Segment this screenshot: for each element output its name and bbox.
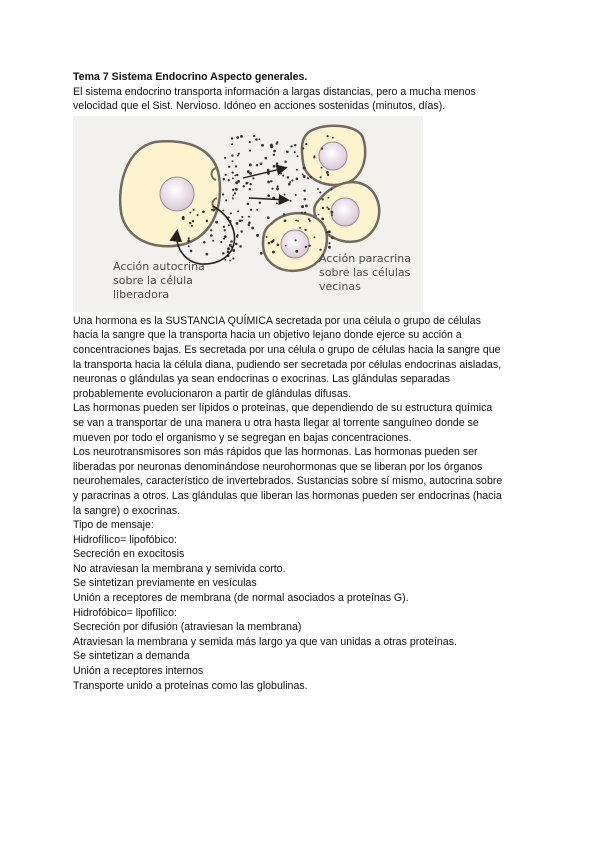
molecule-dot (251, 226, 254, 229)
molecule-dot (236, 222, 239, 225)
molecule-dot (248, 215, 250, 217)
figure-illustration (73, 116, 423, 312)
molecule-dot (272, 187, 274, 189)
molecule-dot (222, 209, 224, 211)
message-type-list (73, 518, 503, 693)
molecule-dot (277, 243, 280, 246)
molecule-dot (206, 219, 209, 222)
molecule-dot (270, 180, 272, 182)
molecule-dot (211, 209, 213, 211)
molecule-dot (241, 219, 243, 221)
molecule-dot (224, 229, 226, 231)
molecule-dot (273, 239, 275, 241)
molecule-dot (231, 154, 233, 156)
molecule-dot (331, 214, 333, 216)
molecule-dot (296, 168, 298, 170)
molecule-dot (235, 188, 238, 191)
molecule-dot (235, 242, 238, 245)
molecule-dot (241, 216, 243, 218)
list-item: Hidrofílico= lipofóbico: (73, 533, 177, 546)
molecule-dot (268, 242, 270, 244)
list-item: Se sintetizan a demanda (73, 650, 190, 663)
molecule-dot (326, 135, 328, 137)
molecule-dot (237, 155, 239, 157)
molecule-dot (301, 211, 303, 213)
molecule-dot (228, 224, 230, 226)
molecule-dot (265, 157, 268, 160)
molecule-dot (232, 249, 235, 252)
molecule-dot (319, 248, 321, 250)
molecule-dot (220, 241, 222, 243)
molecule-dot (284, 193, 286, 195)
molecule-dot (295, 194, 297, 196)
molecule-dot (249, 141, 251, 143)
molecule-dot (302, 173, 304, 175)
molecule-dot (187, 239, 190, 242)
molecule-dot (321, 167, 323, 169)
list-item: Hidrofóbico= lipofílico: (73, 606, 177, 619)
svg-text:Acción paracrina: Acción paracrina (319, 251, 412, 265)
secreting-cell (120, 141, 220, 246)
svg-text:sobre las células: sobre las células (319, 265, 411, 279)
molecule-dot (228, 165, 230, 167)
molecule-dot (236, 174, 238, 176)
list-item: Unión a receptores internos (73, 665, 204, 678)
molecule-dot (331, 211, 334, 214)
molecule-dot (266, 236, 268, 238)
molecule-dot (215, 221, 218, 224)
molecule-dot (249, 163, 252, 166)
molecule-dot (236, 136, 239, 139)
molecule-dot (294, 144, 296, 146)
molecule-dot (235, 165, 237, 167)
molecule-dot (326, 206, 328, 208)
molecule-dot (296, 155, 298, 157)
molecule-dot (299, 227, 301, 229)
molecule-dot (225, 173, 227, 175)
molecule-dot (276, 162, 279, 165)
molecule-dot (305, 246, 307, 248)
molecule-dot (248, 224, 250, 226)
molecule-dot (321, 217, 324, 220)
molecule-dot (318, 213, 320, 215)
molecule-dot (328, 230, 331, 233)
molecule-dot (267, 194, 270, 197)
molecule-dot (328, 242, 330, 244)
molecule-dot (276, 188, 278, 190)
nucleus-icon (319, 142, 347, 170)
molecule-dot (313, 236, 315, 238)
molecule-dot (295, 239, 297, 241)
nucleus-icon (160, 177, 194, 211)
molecule-dot (193, 209, 195, 211)
molecule-dot (248, 221, 251, 224)
molecule-dot (267, 180, 270, 183)
molecule-dot (205, 253, 208, 256)
molecule-dot (331, 236, 334, 239)
molecule-dot (223, 225, 225, 227)
molecule-dot (250, 208, 252, 210)
molecule-dot (190, 249, 193, 252)
molecule-dot (321, 147, 323, 149)
molecule-dot (240, 230, 242, 232)
molecule-dot (258, 138, 260, 140)
molecule-dot (290, 200, 292, 202)
molecule-dot (249, 188, 251, 190)
molecule-dot (282, 174, 284, 176)
molecule-dot (203, 241, 206, 244)
molecule-dot (260, 162, 263, 165)
molecule-dot (304, 228, 306, 230)
svg-text:sobre la célula: sobre la célula (113, 273, 193, 287)
molecule-dot (283, 213, 285, 215)
molecule-dot (230, 212, 232, 214)
molecule-dot (276, 142, 278, 144)
molecule-dot (296, 177, 299, 180)
body-paragraph: Una hormona es la SUSTANCIA QUÍMICA secretada por una célula o grupo de células hacia la sangre que la transporta hacia un objetivo lejano donde ejerce su acción a concentraciones bajas. Es secretada por una célula o grupo de células hacia la sangre que la transporta hacia la célula diana, pudiendo ser secretada por células endocrinas aisladas, neuronas o glándulas ya sean endocrinas o exocrinas. Las glándulas separadas probablemente evolucionaron a partir de glándulas difusas. (73, 314, 502, 400)
svg-text:vecinas: vecinas (319, 279, 361, 293)
nucleus-icon (281, 230, 309, 258)
molecule-dot (256, 164, 258, 166)
molecule-dot (328, 197, 330, 199)
molecule-dot (231, 143, 233, 145)
molecule-dot (238, 152, 240, 154)
molecule-dot (229, 259, 231, 261)
molecule-dot (328, 246, 331, 249)
molecule-dot (332, 137, 334, 139)
molecule-dot (308, 244, 310, 246)
molecule-dot (256, 209, 258, 211)
molecule-dot (232, 257, 234, 259)
molecule-dot (232, 194, 234, 196)
molecule-dot (270, 240, 273, 243)
molecule-dot (295, 250, 298, 253)
molecule-dot (232, 160, 234, 162)
intro-paragraph: El sistema endocrino transporta información a largas distancias, pero a mucha menos velocidad que el Sist. Nervioso. Idóneo en acciones sostenidas (minutos, días). (73, 85, 476, 113)
label-autocrine (113, 260, 205, 301)
molecule-dot (210, 229, 212, 231)
molecule-dot (230, 240, 233, 243)
molecule-dot (295, 219, 297, 221)
molecule-dot (286, 150, 289, 153)
document-title: Tema 7 Sistema Endocrino Aspecto generales. (73, 71, 308, 83)
molecule-dot (232, 188, 234, 190)
molecule-dot (188, 237, 190, 239)
list-item: Secreción por difusión (atraviesan la membrana) (73, 621, 302, 634)
molecule-dot (287, 176, 290, 179)
molecule-dot (322, 207, 324, 209)
molecule-dot (229, 244, 232, 247)
molecule-dot (280, 173, 282, 175)
molecule-dot (212, 240, 214, 242)
molecule-dot (224, 235, 227, 238)
molecule-dot (202, 210, 205, 213)
nucleus-icon (331, 198, 359, 226)
molecule-dot (225, 199, 227, 201)
molecule-dot (192, 220, 194, 222)
molecule-dot (222, 252, 225, 255)
molecule-dot (320, 176, 322, 178)
molecule-dot (239, 219, 242, 222)
document-page (73, 70, 503, 693)
molecule-dot (237, 180, 240, 183)
molecule-dot (224, 157, 226, 159)
molecule-dot (249, 183, 251, 185)
molecule-dot (284, 160, 287, 163)
molecule-dot (253, 135, 255, 137)
molecule-dot (189, 222, 191, 224)
list-item: Se sintetizan previamente en vesículas (73, 577, 257, 590)
molecule-dot (223, 238, 225, 240)
molecule-dot (319, 191, 321, 193)
molecule-dot (249, 172, 252, 175)
molecule-dot (284, 219, 287, 222)
molecule-dot (317, 188, 319, 190)
molecule-dot (328, 208, 330, 210)
molecule-dot (249, 149, 251, 151)
molecule-dot (277, 185, 279, 187)
molecule-dot (232, 171, 234, 173)
molecule-dot (232, 197, 234, 199)
molecule-dot (270, 143, 273, 146)
molecule-dot (243, 185, 245, 187)
molecule-dot (294, 151, 296, 153)
molecule-dot (260, 252, 263, 255)
molecule-dot (273, 149, 276, 152)
molecule-dot (305, 204, 308, 207)
molecule-dot (252, 177, 254, 179)
molecule-dot (289, 181, 291, 183)
molecule-dot (228, 179, 230, 181)
molecule-dot (232, 177, 234, 179)
molecule-dot (247, 202, 250, 205)
molecule-dot (247, 182, 249, 184)
molecule-dot (304, 211, 306, 213)
molecule-dot (322, 198, 324, 200)
molecule-dot (188, 245, 190, 247)
molecule-dot (182, 217, 185, 220)
svg-text:liberadora: liberadora (113, 287, 170, 301)
molecule-dot (210, 234, 213, 237)
molecule-dot (234, 192, 236, 194)
molecule-dot (247, 171, 249, 173)
autocrine-paracrine-figure (73, 116, 423, 312)
molecule-dot (189, 211, 191, 213)
molecule-dot (227, 247, 230, 250)
molecule-dot (290, 145, 292, 147)
list-item: Tipo de mensaje: (73, 519, 154, 532)
molecule-dot (307, 177, 309, 179)
molecule-dot (302, 147, 304, 149)
molecule-dot (276, 202, 278, 204)
list-item: Atraviesan la membrana y semida más largo ya que van unidas a otras proteínas. (73, 635, 457, 648)
molecule-dot (237, 210, 239, 212)
molecule-dot (191, 225, 193, 227)
list-item: Unión a receptores de membrana (de normal asociados a proteínas G). (73, 592, 409, 605)
molecule-dot (234, 174, 236, 176)
molecule-dot (239, 245, 242, 248)
list-item: No atraviesan la membrana y semivida corto. (73, 562, 286, 575)
molecule-dot (327, 174, 329, 176)
molecule-dot (255, 138, 258, 141)
molecule-dot (222, 193, 224, 195)
body-paragraph: Las hormonas pueden ser lípidos o proteínas, que dependiendo de su estructura química se van a transportar de una manera u otra hasta llegar al torrente sanguíneo donde se mueven por todo el organismo y se segregan en bajas concentraciones. (73, 402, 493, 444)
molecule-dot (301, 205, 304, 208)
molecule-dot (197, 214, 199, 216)
molecule-dot (272, 250, 275, 253)
molecule-dot (240, 135, 243, 138)
molecule-dot (223, 178, 226, 181)
molecule-dot (273, 165, 276, 168)
molecule-dot (330, 188, 332, 190)
molecule-dot (305, 143, 307, 145)
molecule-dot (285, 244, 287, 246)
label-paracrine (319, 252, 411, 293)
molecule-dot (288, 183, 291, 186)
molecule-dot (313, 156, 315, 158)
molecule-dot (261, 144, 264, 147)
list-item: Transporte unido a proteínas como las globulinas. (73, 679, 308, 692)
molecule-dot (267, 216, 270, 219)
molecule-dot (231, 137, 233, 139)
molecule-dot (303, 175, 306, 178)
molecule-dot (259, 201, 261, 203)
molecule-dot (273, 153, 275, 155)
list-item: Secreción en exocitosis (73, 548, 185, 561)
molecule-dot (303, 198, 305, 200)
molecule-dot (297, 220, 299, 222)
molecule-dot (326, 171, 329, 174)
molecule-dot (291, 179, 293, 181)
molecule-dot (256, 234, 259, 237)
molecule-dot (303, 189, 305, 191)
molecule-dot (224, 259, 226, 261)
body-paragraph: Los neurotransmisores son más rápidos que las hormonas. Las hormonas pueden ser liberadas por neuronas denominándose neurohormonas que se liberan por los órganos neurohemales, característico de invertebrados. Sustancias sobre sí mismo, autocrina sobre y paracrinas a otros. Las glándulas que liberan las hormonas pueden ser endocrinas (hacia la sangre) o exocrinas. (73, 446, 503, 517)
molecule-dot (310, 176, 312, 178)
molecule-dot (308, 218, 310, 220)
molecule-dot (303, 166, 306, 169)
svg-text:Acción autocrina: Acción autocrina (113, 259, 205, 273)
molecule-dot (236, 235, 238, 237)
